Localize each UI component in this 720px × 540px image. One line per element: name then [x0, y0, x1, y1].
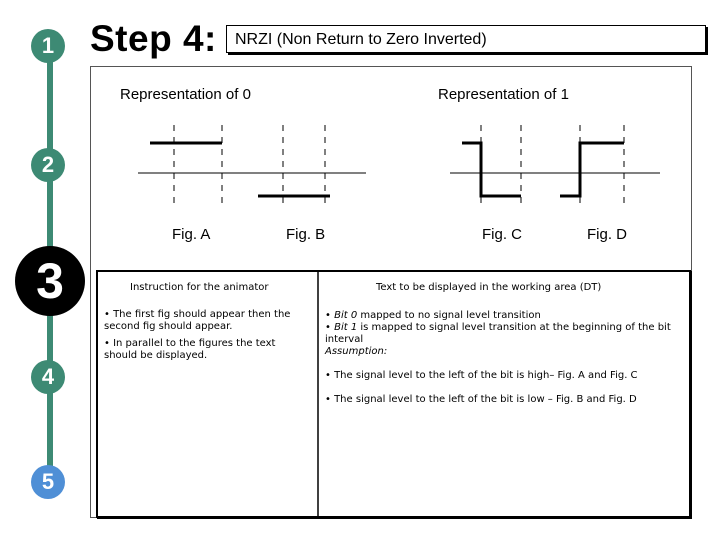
fig-b-diagram: [240, 125, 366, 205]
animator-instruction-header: Instruction for the animator: [130, 282, 269, 293]
fig-a-diagram: [138, 125, 240, 205]
dt-bit1-label: Bit 1: [334, 322, 358, 333]
step-2-label: 2: [41, 152, 55, 177]
instruction-item-1: • The first fig should appear then the second fig should appear.: [104, 309, 291, 332]
fig-d-label: Fig. D: [587, 226, 628, 243]
fig-c-signal-transition-down: [462, 143, 521, 196]
instruction-item-2: • In parallel to the figures the text should be displayed.: [104, 338, 276, 361]
step-subtitle: NRZI (Non Return to Zero Inverted): [226, 25, 706, 53]
dt-text-header: Text to be displayed in the working area (DT): [376, 282, 602, 293]
dt-assumption: Assumption:: [325, 346, 388, 357]
dt-bullet-high: • The signal level to the left of the bit is high– Fig. A and Fig. C: [325, 370, 638, 381]
fig-d-diagram: [545, 125, 660, 205]
dt-bit0-text: mapped to no signal level transition: [357, 310, 541, 321]
representation-1-label: Representation of 1: [438, 86, 569, 103]
dt-bullet-low: • The signal level to the left of the bit is low – Fig. B and Fig. D: [325, 394, 637, 405]
representation-0-label: Representation of 0: [120, 86, 251, 103]
step-5-label: 5: [41, 469, 55, 494]
step-1-label: 1: [41, 33, 55, 58]
fig-c-diagram: [450, 125, 545, 205]
dt-bit0-bullet: •: [325, 310, 335, 321]
dt-bit1-bullet: •: [325, 322, 335, 333]
fig-d-signal-transition-up: [560, 143, 624, 196]
step-3-label: 3: [36, 253, 64, 309]
step-4-label: 4: [41, 364, 55, 389]
fig-c-label: Fig. C: [482, 226, 523, 243]
dt-bit1-line: [325, 322, 685, 346]
fig-b-label: Fig. B: [286, 226, 326, 243]
fig-a-label: Fig. A: [172, 226, 211, 243]
dt-bit0-line: [325, 310, 685, 322]
step-title: Step 4:: [90, 18, 217, 59]
dt-bit0-label: Bit 0: [334, 310, 358, 321]
dt-bit1-text: is mapped to signal level transition at the beginning of the bit interval: [325, 322, 671, 345]
